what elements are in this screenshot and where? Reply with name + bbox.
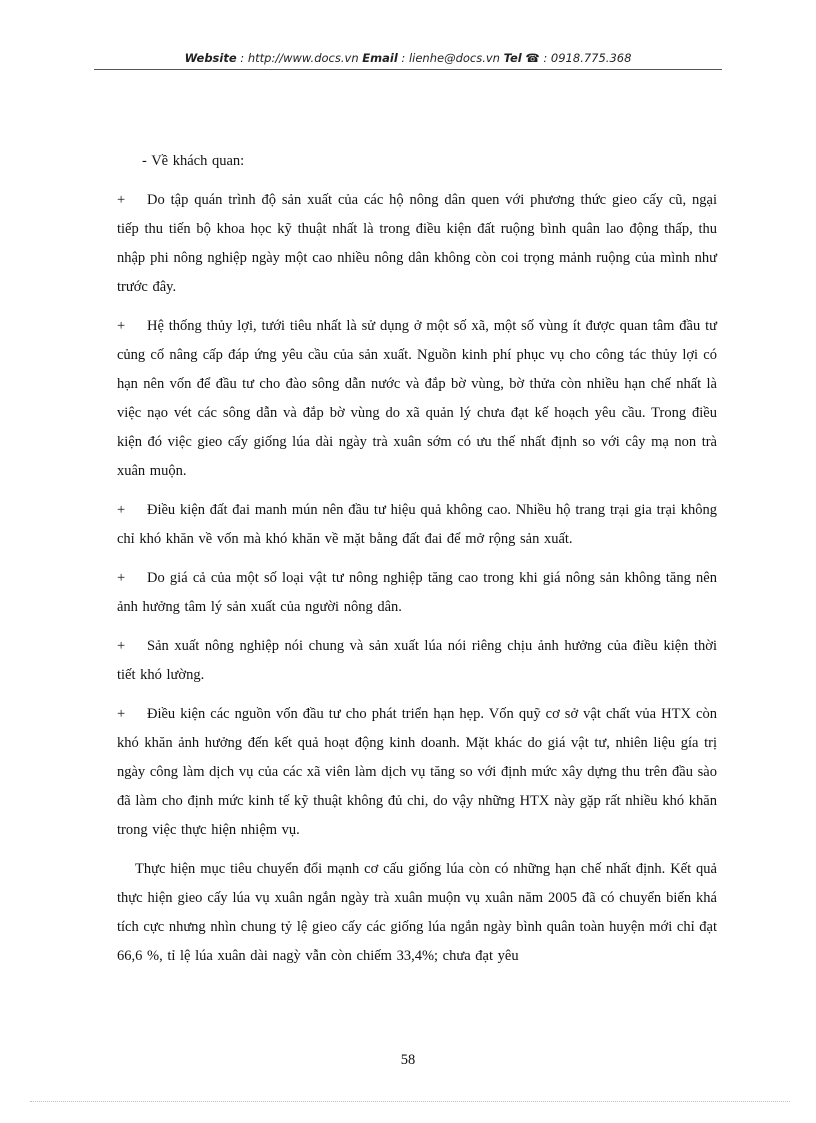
tel-separator: : — [539, 51, 551, 65]
bullet-text: Điều kiện đất đai manh mún nên đầu tư hiệu quả không cao. Nhiều hộ trang trại gia trại không chỉ khó khăn về vốn mà khó khăn về mặt bằng đất đai để mở rộng sản xuất. — [117, 502, 717, 547]
bullet-marker: + — [117, 570, 126, 586]
bullet-marker: + — [117, 318, 126, 334]
email-separator: : — [397, 51, 409, 65]
phone-icon: ☎ — [525, 51, 540, 65]
website-label: Website — [184, 51, 237, 65]
bullet-text: Hệ thống thủy lợi, tưới tiêu nhất là sử dụng ở một số xã, một số vùng ít được quan tâm đầu tư củng cố nâng cấp đáp ứng yêu cầu của sản xuất. Nguồn kinh phí phục vụ cho công tác thủy lợi có hạn nên vốn để đầu tư cho đào sông dẫn nước và đắp bờ vùng, bờ thửa còn nhiều hạn chế nhất là việc nạo vét các sông dẫn và đắp bờ vùng do xã quản lý chưa đạt kế hoạch yêu cầu. Trong điều kiện đó việc gieo cấy giống lúa dài ngày trà xuân sớm có ưu thế nhất định so với cây mạ non trà xuân muộn. — [117, 318, 717, 479]
page-number: 58 — [400, 1052, 416, 1068]
page-bottom-border — [30, 1101, 790, 1102]
tel-label: Tel — [503, 51, 522, 65]
page-header — [94, 51, 722, 65]
bullet-text: Do giá cả của một số loại vật tư nông nghiệp tăng cao trong khi giá nông sản không tăng nên ảnh hưởng tâm lý sản xuất của người nông dân. — [117, 570, 717, 615]
bullet-paragraph — [117, 312, 717, 486]
bullet-text: Sản xuất nông nghiệp nói chung và sản xuất lúa nói riêng chịu ảnh hưởng của điều kiện thời tiết khó lường. — [117, 638, 717, 683]
tel-value: 0918.775.368 — [550, 51, 632, 65]
bullet-text: Do tập quán trình độ sản xuất của các hộ nông dân quen với phương thức gieo cấy cũ, ngại tiếp thu tiến bộ khoa học kỹ thuật nhất là trong điều kiện đất ruộng bình quân lao động thấp, thu nhập phi nông nghiệp ngày một cao nhiều nông dân không còn coi trọng mảnh ruộng của mình như trước đây. — [117, 192, 717, 295]
closing-paragraph: Thực hiện mục tiêu chuyển đổi mạnh cơ cấu giống lúa còn có những hạn chế nhất định. Kết quả thực hiện gieo cấy lúa vụ xuân ngắn ngày trà xuân muộn vụ xuân năm 2005 đã có chuyển biến khá tích cực nhưng nhìn chung tỷ lệ gieo cấy các giống lúa ngắn ngày bình quân toàn huyện mới chỉ đạt 66,6 %, tỉ lệ lúa xuân dài nagỳ vẫn còn chiếm 33,4%; chưa đạt yêu — [117, 861, 717, 964]
website-separator: : — [236, 51, 248, 65]
document-body — [117, 147, 717, 981]
bullet-paragraph — [117, 700, 717, 845]
bullet-marker: + — [117, 502, 126, 518]
bullet-paragraph — [117, 564, 717, 622]
website-link[interactable]: http://www.docs.vn — [247, 51, 359, 65]
bullet-marker: + — [117, 706, 126, 722]
bullet-paragraph — [117, 496, 717, 554]
bullet-paragraph — [117, 632, 717, 690]
bullet-marker: + — [117, 192, 126, 208]
email-link[interactable]: lienhe@docs.vn — [408, 51, 500, 65]
header-divider — [94, 69, 722, 70]
section-heading: - Về khách quan: — [142, 153, 245, 169]
bullet-marker: + — [117, 638, 126, 654]
bullet-paragraph — [117, 186, 717, 302]
bullet-text: Điều kiện các nguồn vốn đầu tư cho phát triển hạn hẹp. Vốn quỹ cơ sở vật chất vủa HTX còn khó khăn ảnh hưởng đến kết quả hoạt động kinh doanh. Mặt khác do giá vật tư, nhiên liệu gía trị ngày công làm dịch vụ của các xã viên làm dịch vụ tăng so với định mức xây dựng thu trên đầu sào đã làm cho định mức kinh tế kỹ thuật không đủ chi, do vậy những HTX này gặp rất nhiều khó khăn trong việc thực hiện nhiệm vụ. — [117, 706, 717, 838]
email-label: Email — [362, 51, 398, 65]
